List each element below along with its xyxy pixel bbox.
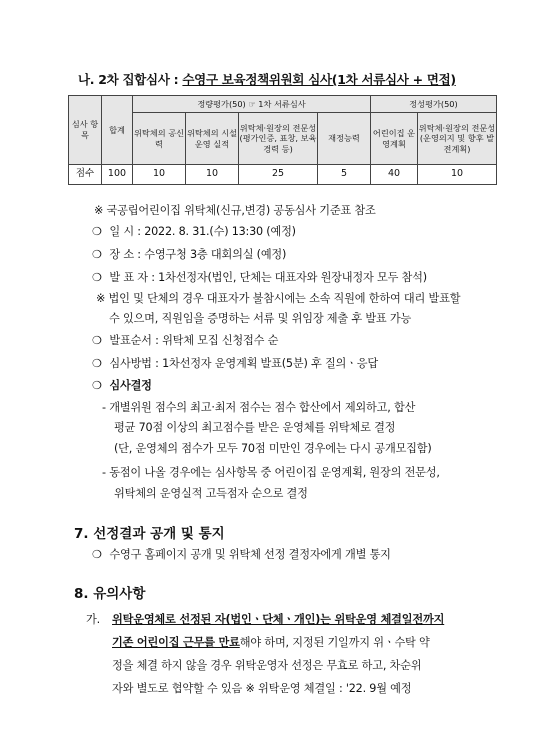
score-cell: 10 [186, 165, 239, 185]
section-8-line-2-bold: 기존 어린이집 근무를 만료 [112, 636, 240, 649]
section-7-title: 7. 선정결과 공개 및 통지 [74, 526, 225, 542]
decision-line-1b: 평균 70점 이상의 최고점수를 받은 운영체를 위탁체로 결정 [114, 421, 396, 434]
heading-main: 수영구 보육정책위원회 심사(1차 서류심사 + 면접) [182, 72, 456, 87]
section-8-line-3: 정을 체결 하지 않을 경우 위탁운영자 선정은 무효로 하고, 차순위 [112, 659, 422, 672]
sub-header: 위탁체·원장의 전문성 (운영의지 및 향후 발전계획) [418, 113, 497, 165]
decision-line-2a: - 동점이 나올 경우에는 심사항목 중 어린이집 운영계획, 원장의 전문성, [102, 466, 440, 479]
qual-group-header: 정성평가(50) [371, 96, 497, 113]
score-cell: 10 [418, 165, 497, 185]
col-item-header: 심사 항목 [69, 96, 102, 165]
section-8-line-4: 자와 별도로 협약할 수 있음 ※ 위탁운영 체결일 : '22. 9월 예정 [112, 682, 412, 695]
decision-line-1a: - 개별위원 점수의 최고·최저 점수는 점수 합산에서 제외하고, 합산 [102, 401, 416, 414]
score-cell: 10 [133, 165, 186, 185]
col-total-header: 합계 [102, 96, 133, 165]
section-7-text: 수영구 홈페이지 공개 및 위탁체 선정 결정자에게 개별 통지 [109, 548, 391, 561]
place-text: 장 소 : 수영구청 3층 대회의실 (예정) [109, 248, 287, 261]
absent-note-2: 수 있으며, 직원임을 증명하는 서류 및 위임장 제출 후 발표 가능 [109, 312, 412, 325]
section-7-line [92, 546, 391, 562]
section-8-line-2 [112, 634, 430, 650]
bullet-decision [92, 377, 152, 393]
circle-bullet-icon: ❍ [92, 271, 102, 284]
bullet-place [92, 246, 286, 262]
section-8-title: 8. 유의사항 [74, 586, 146, 602]
score-cell: 25 [239, 165, 318, 185]
sub-header: 위탁체·원장의 전문성 (평가인증, 표창, 보육경력 등) [239, 113, 318, 165]
presenter-text: 발 표 자 : 1차선정자(법인, 단체는 대표자와 원장내정자 모두 참석) [109, 271, 427, 284]
section-8-line-1: 위탁운영체로 선정된 자(법인ㆍ단체ㆍ개인)는 위탁운영 체결일전까지 [112, 613, 445, 626]
circle-bullet-icon: ❍ [92, 379, 102, 392]
circle-bullet-icon: ❍ [92, 357, 102, 370]
bullet-order [92, 332, 278, 348]
circle-bullet-icon: ❍ [92, 225, 102, 238]
method-text: 심사방법 : 1차선정자 운영계획 발표(5분) 후 질의ㆍ응답 [109, 357, 378, 370]
reference-note: ※ 국공립어린이집 위탁체(신규,변경) 공동심사 기준표 참조 [94, 204, 376, 217]
circle-bullet-icon: ❍ [92, 248, 102, 261]
bullet-method [92, 355, 378, 371]
date-text: 일 시 : 2022. 8. 31.(수) 13:30 (예정) [109, 225, 296, 238]
section-heading [78, 70, 456, 88]
decision-line-1c: (단, 운영체의 점수가 모두 70점 미만인 경우에는 다시 공개모집함) [114, 442, 432, 455]
sub-header: 위탁체의 시설운영 실적 [186, 113, 239, 165]
bullet-presenter [92, 269, 427, 285]
sub-header: 위탁체의 공신력 [133, 113, 186, 165]
absent-note-1: ※ 법인 및 단체의 경우 대표자가 불참시에는 소속 직원에 한하여 대리 발표할 [96, 292, 461, 305]
order-text: 발표순서 : 위탁체 모집 신청접수 순 [109, 334, 279, 347]
score-cell: 40 [371, 165, 418, 185]
bullet-date [92, 223, 296, 239]
decision-line-2b: 위탁체의 운영실적 고득점자 순으로 결정 [114, 487, 308, 500]
quant-group-header: 정량평가(50) ☞ 1차 서류심사 [133, 96, 371, 113]
score-cell: 5 [318, 165, 371, 185]
circle-bullet-icon: ❍ [92, 334, 102, 347]
section-8-label-ga: 가. [86, 613, 100, 626]
scoring-table [68, 95, 497, 185]
heading-prefix: 나. 2차 집합심사 : [78, 72, 183, 87]
row-label: 점수 [69, 165, 102, 185]
decision-title: 심사결정 [109, 379, 152, 392]
sub-header: 어린이집 운영계획 [371, 113, 418, 165]
sub-header: 재정능력 [318, 113, 371, 165]
section-8-line-2-rest: 해야 하며, 지정된 기일까지 위ㆍ수탁 약 [239, 636, 430, 649]
circle-bullet-icon: ❍ [92, 548, 102, 561]
row-total: 100 [102, 165, 133, 185]
